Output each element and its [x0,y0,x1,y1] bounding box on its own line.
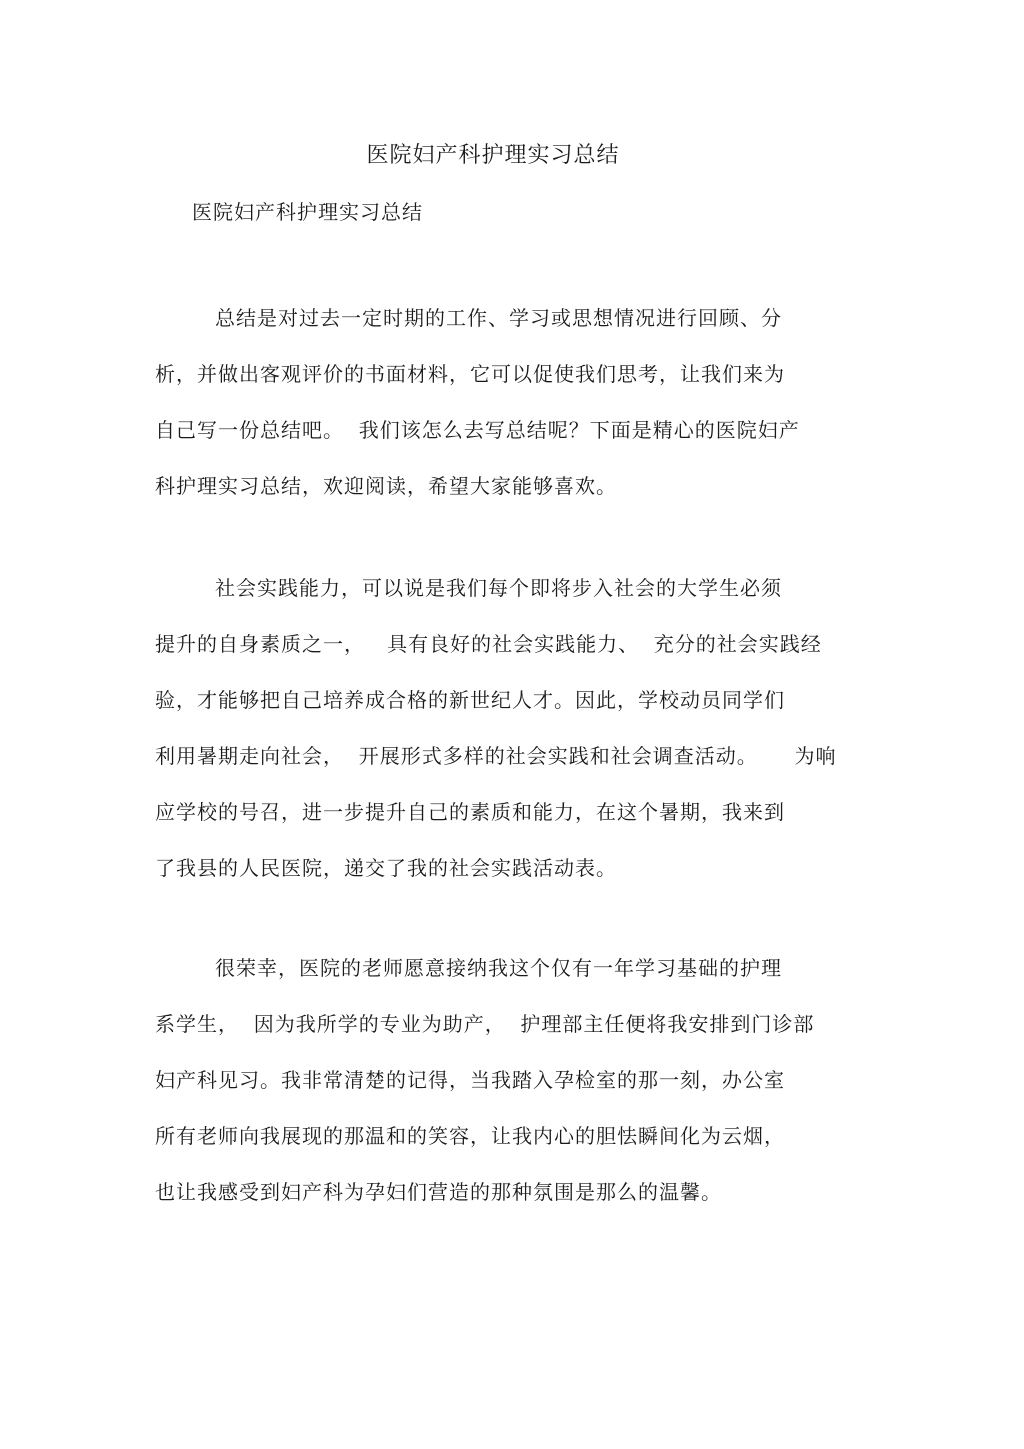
document-subtitle: 医院妇产科护理实习总结 [192,200,423,224]
paragraph-line: 了我县的人民医院，递交了我的社会实践活动表。 [155,856,617,880]
paragraph-line: 很荣幸，医院的老师愿意接纳我这个仅有一年学习基础的护理 [215,956,782,980]
paragraph-line: 验，才能够把自己培养成合格的新世纪人才。因此，学校动员同学们 [155,688,785,712]
paragraph-line: 社会实践能力，可以说是我们每个即将步入社会的大学生必须 [215,576,782,600]
paragraph-line: 科护理实习总结，欢迎阅读，希望大家能够喜欢。 [155,474,617,498]
paragraph-2 [155,560,875,896]
paragraph-line: 总结是对过去一定时期的工作、学习或思想情况进行回顾、分 [215,306,782,330]
paragraph-line: 所有老师向我展现的那温和的笑容，让我内心的胆怯瞬间化为云烟， [155,1124,785,1148]
paragraph-3 [155,940,875,1220]
paragraph-line: 析，并做出客观评价的书面材料，它可以促使我们思考，让我们来为 [155,362,785,386]
document-title: 医院妇产科护理实习总结 [366,143,620,168]
paragraph-line: 自己写一份总结吧。 我们该怎么去写总结呢？下面是精心的医院妇产 [155,418,800,442]
paragraph-line: 也让我感受到妇产科为孕妇们营造的那种氛围是那么的温馨。 [155,1180,722,1204]
paragraph-line: 利用暑期走向社会， 开展形式多样的社会实践和社会调查活动。 为响 [155,744,837,768]
paragraph-line: 系学生， 因为我所学的专业为助产， 护理部主任便将我安排到门诊部 [155,1012,815,1036]
paragraph-1 [155,290,875,514]
paragraph-line: 提升的自身素质之一， 具有良好的社会实践能力、 充分的社会实践经 [155,632,822,656]
paragraph-line: 妇产科见习。我非常清楚的记得，当我踏入孕检室的那一刻，办公室 [155,1068,785,1092]
paragraph-line: 应学校的号召，进一步提升自己的素质和能力，在这个暑期，我来到 [155,800,785,824]
